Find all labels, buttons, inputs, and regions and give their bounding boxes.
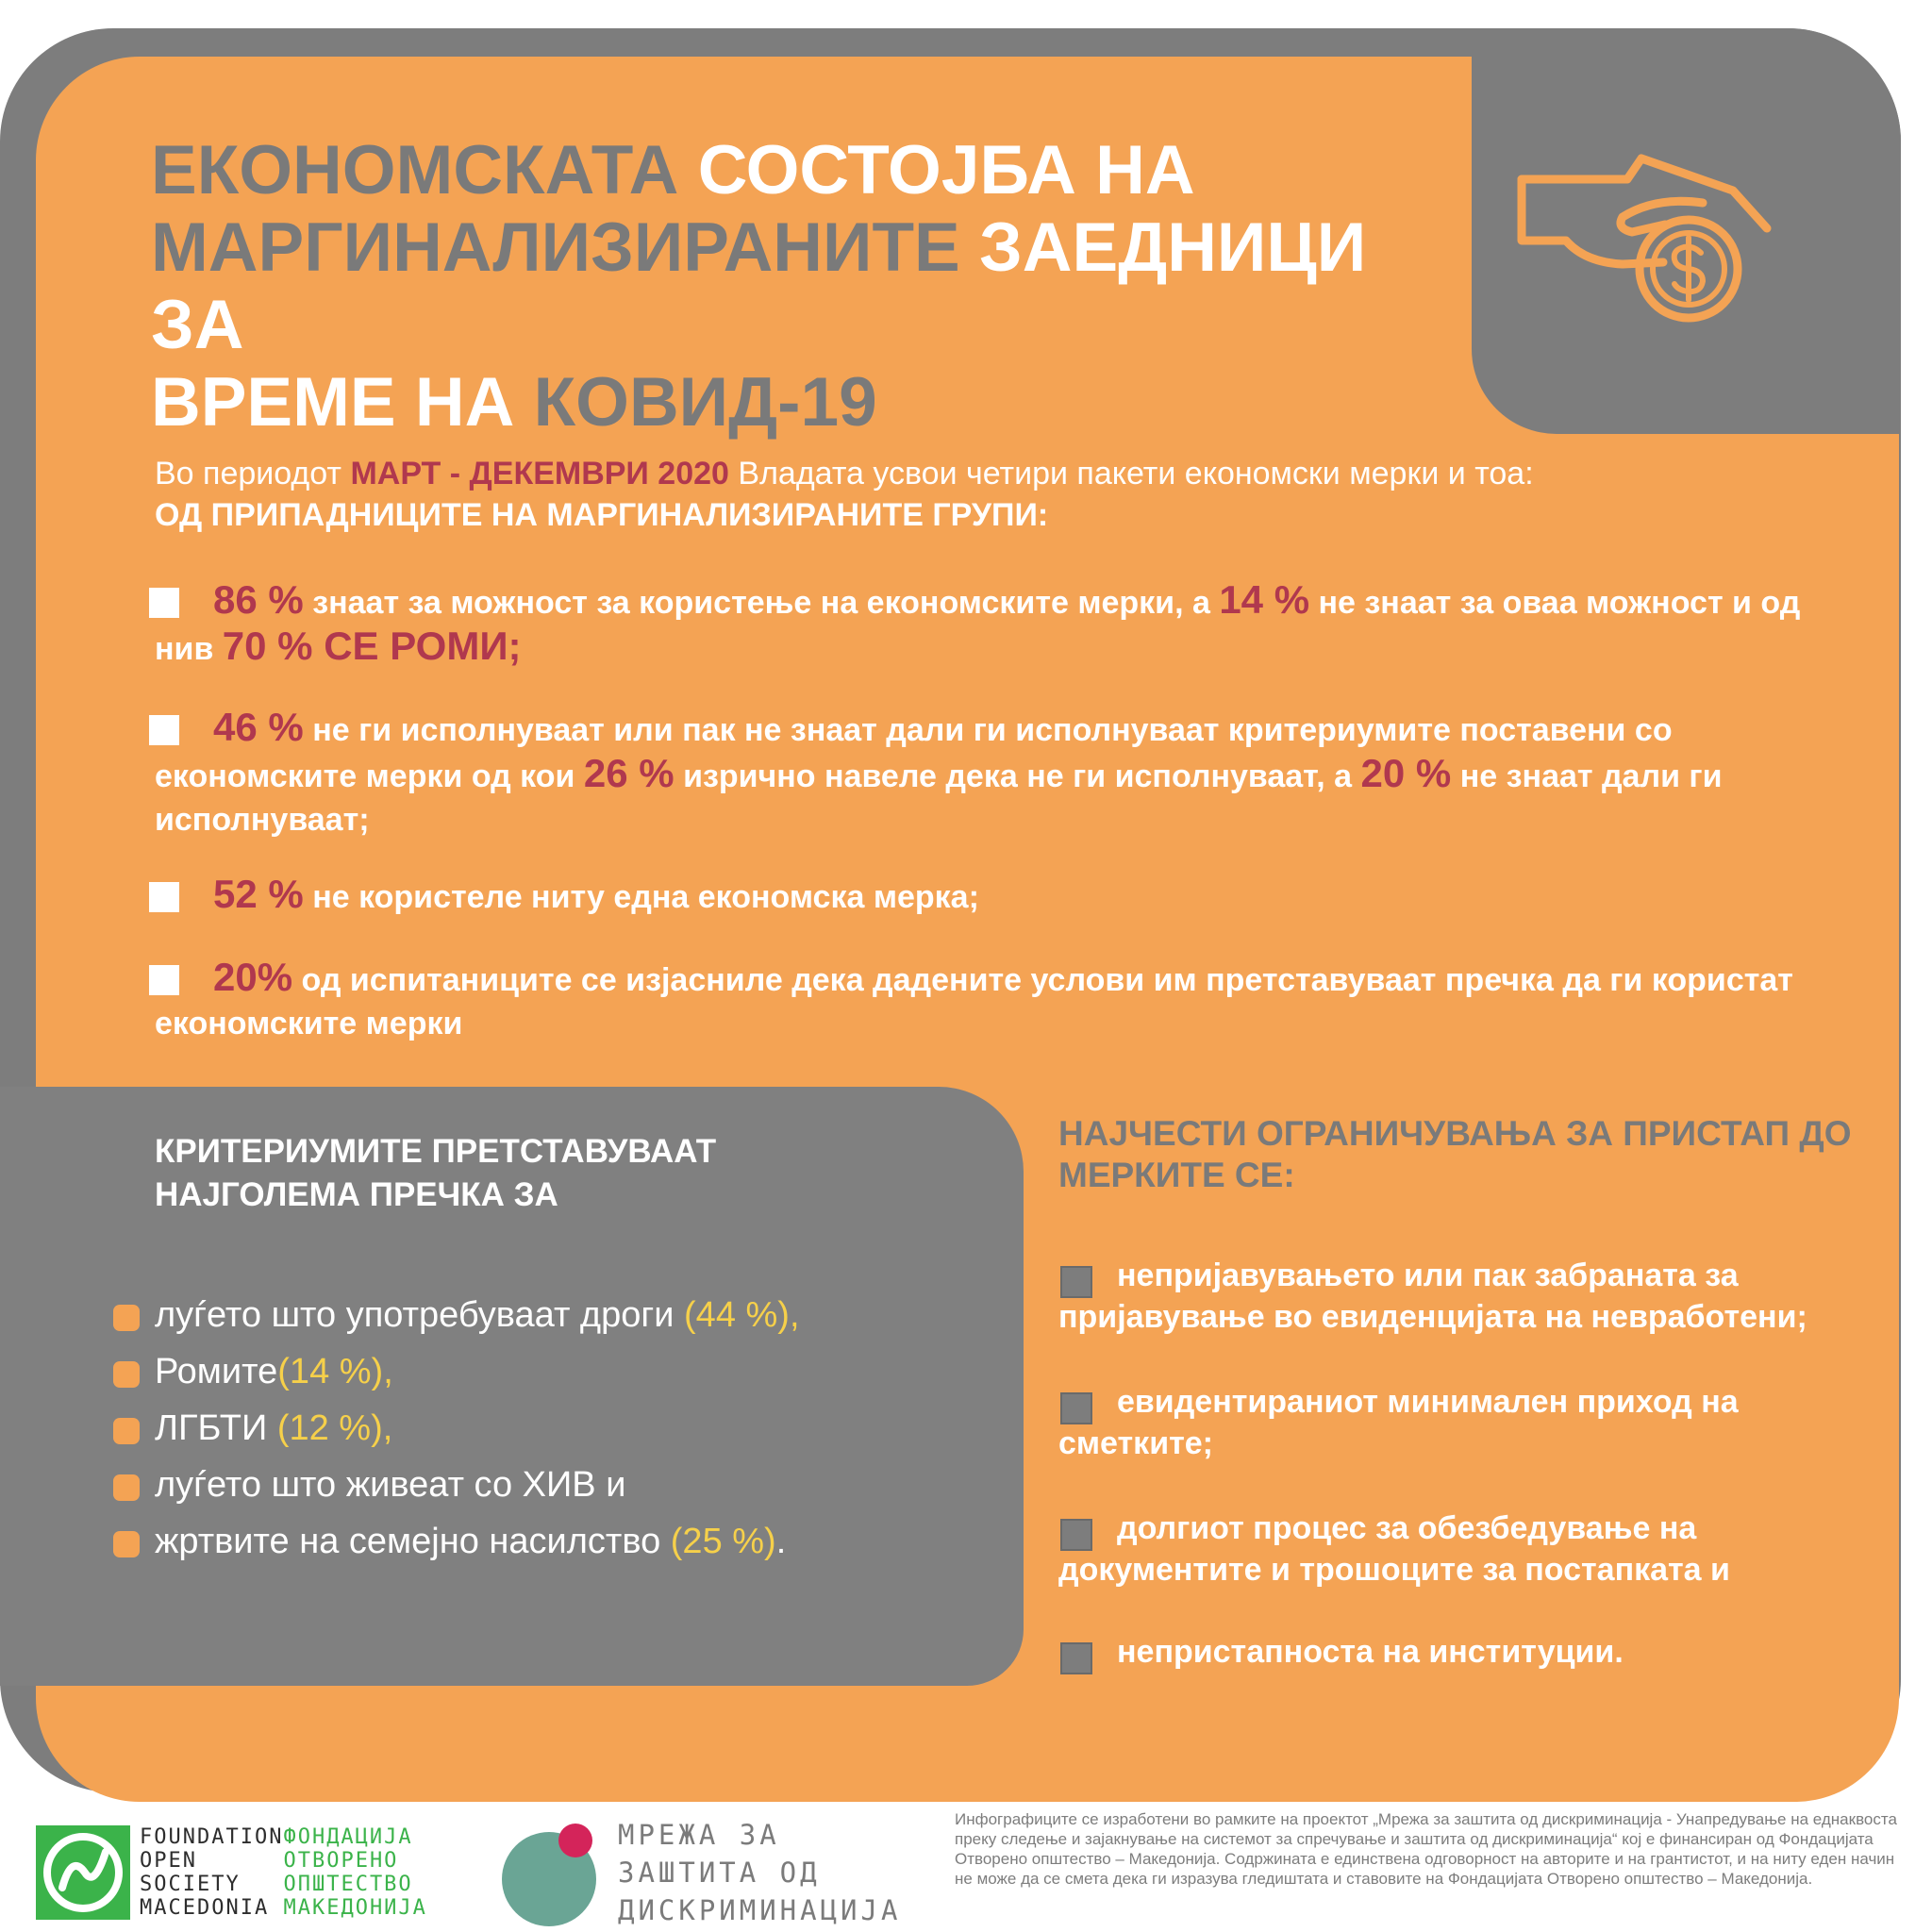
bullet-dot <box>113 1305 140 1331</box>
bullet-dot <box>113 1361 140 1388</box>
criteria-label: луѓето што употребуваат дроги <box>155 1295 685 1335</box>
osf-line: OPEN <box>140 1849 197 1873</box>
mreza-line: МРЕЖА ЗА <box>618 1819 780 1851</box>
criteria-label: луѓето што живеат со ХИВ и <box>155 1465 626 1505</box>
finding-percent: 52 % <box>213 872 304 916</box>
osf-line: FOUNDATION <box>140 1825 284 1849</box>
limit-item: непријавувањето или пак забраната за пријавување во евиденцијата на невработени; <box>1058 1257 1807 1335</box>
criteria-label: жртвите на семејно насилство <box>155 1522 671 1561</box>
mreza-line: ДИСКРИМИНАЦИЈА <box>618 1894 902 1926</box>
finding-text: знаат за можност за користење на економските мерки, а <box>312 585 1210 621</box>
osf-line-mk: МАКЕДОНИЈА <box>283 1896 427 1920</box>
title-word: ВРЕМЕ НА <box>151 364 515 441</box>
finding-text: од испитаниците се изјасниле дека дадените услови им претставуваат пречка да ги користат економските мерки <box>155 962 1793 1041</box>
title-word: МАРГИНАЛИЗИРАНИТЕ <box>151 209 960 286</box>
osf-line: SOCIETY <box>140 1873 241 1896</box>
osf-line-mk: ОПШТЕСТВО <box>283 1873 413 1896</box>
finding-percent: 20 % <box>1360 751 1452 795</box>
finding-1 <box>155 578 1862 671</box>
osf-line-mk: ФОНДАЦИЈА <box>283 1825 413 1849</box>
finding-percent: 86 % <box>213 577 304 622</box>
intro-text <box>155 453 1872 536</box>
mreza-logo-icon <box>495 1816 608 1929</box>
finding-2 <box>155 706 1862 841</box>
finding-percent: 46 % <box>213 705 304 749</box>
criteria-suffix: . <box>775 1522 787 1561</box>
bullet-dot <box>113 1474 140 1501</box>
finding-text: изрично навеле дека не ги исполнуваат, а <box>683 758 1353 794</box>
criteria-label: ЛГБТИ <box>155 1408 277 1448</box>
title-word: СОСТОЈБА НА <box>697 132 1195 208</box>
finding-4 <box>155 956 1862 1045</box>
mreza-line: ЗАШТИТА ОД <box>618 1857 821 1889</box>
bullet-dot <box>113 1418 140 1444</box>
finding-percent: 26 % <box>583 751 675 795</box>
criteria-heading: КРИТЕРИУМИТЕ ПРЕТСТАВУВААТ НАЈГОЛЕМА ПРЕЧКА ЗА <box>155 1133 717 1213</box>
finding-percent: 70 % СЕ РОМИ; <box>222 624 522 668</box>
intro-period: МАРТ - ДЕКЕМВРИ 2020 <box>350 456 729 491</box>
osf-line-mk: ОТВОРЕНО <box>283 1849 399 1873</box>
title-word: КОВИД-19 <box>533 364 877 441</box>
criteria-value: (44 %), <box>684 1295 800 1335</box>
bullet-dot <box>113 1531 140 1557</box>
limits-heading: НАЈЧЕСТИ ОГРАНИЧУВАЊА ЗА ПРИСТАП ДО МЕРКИТЕ СЕ: <box>1058 1114 1852 1194</box>
osf-line: MACEDONIA <box>140 1896 270 1920</box>
finding-percent: 14 % <box>1219 577 1310 622</box>
limit-item: долгиот процес за обезбедување на документите и трошоците за постапката и <box>1058 1510 1730 1588</box>
limit-item: непристапноста на институции. <box>1117 1634 1624 1670</box>
criteria-value: (14 %), <box>277 1352 393 1391</box>
finding-text: не знаат за оваа можност и од нив <box>155 585 1801 667</box>
intro-post: Владата усвои четири пакети економски мерки и тоа: <box>738 456 1534 491</box>
osf-wordmark <box>140 1825 427 1920</box>
limit-item: евидентираниот минимален приход на сметките; <box>1058 1384 1739 1461</box>
criteria-value: (12 %), <box>276 1408 393 1448</box>
finding-text: не користеле ниту една економска мерка; <box>312 879 979 915</box>
intro-pre: Во периодот <box>155 456 341 491</box>
title-word: ЗАЕДНИЦИ ЗА <box>151 209 1367 363</box>
title-word: ЕКОНОМСКАТА <box>151 132 679 208</box>
criteria-label: Ромите <box>155 1352 278 1391</box>
finding-3 <box>155 873 1862 919</box>
finding-text: не знаат дали ги исполнуваат; <box>155 758 1723 838</box>
finding-percent: 20% <box>213 955 293 999</box>
intro-subheading: ОД ПРИПАДНИЦИТЕ НА МАРГИНАЛИЗИРАНИТЕ ГРУПИ: <box>155 497 1049 533</box>
mreza-wordmark <box>618 1816 901 1929</box>
page-title <box>151 132 1472 441</box>
finding-text: не ги исполнуваат или пак не знаат дали ги исполнуваат критериумите поставени со економските мерки од кои <box>155 712 1673 794</box>
osf-logo-icon <box>36 1825 130 1920</box>
disclaimer-text: Инфографиците се изработени во рамките на проектот „Мрежа за заштита од дискриминација - Унапредување на еднаквоста преку следење и зајакнување на системот за спречување и заштита од дискриминација“ кој е финансиран од Фондацијата Отворено општество – Македонија. Содржината е единствена одговорност на авторите и на грантистот, и на ниту еден начин не може да се смета дека ги изразува гледиштата и ставовите на Фондацијата Отворено општество – Македонија. <box>955 1810 1897 1888</box>
hand-with-coin-icon <box>1514 151 1788 340</box>
criteria-value: (25 %) <box>670 1522 776 1561</box>
